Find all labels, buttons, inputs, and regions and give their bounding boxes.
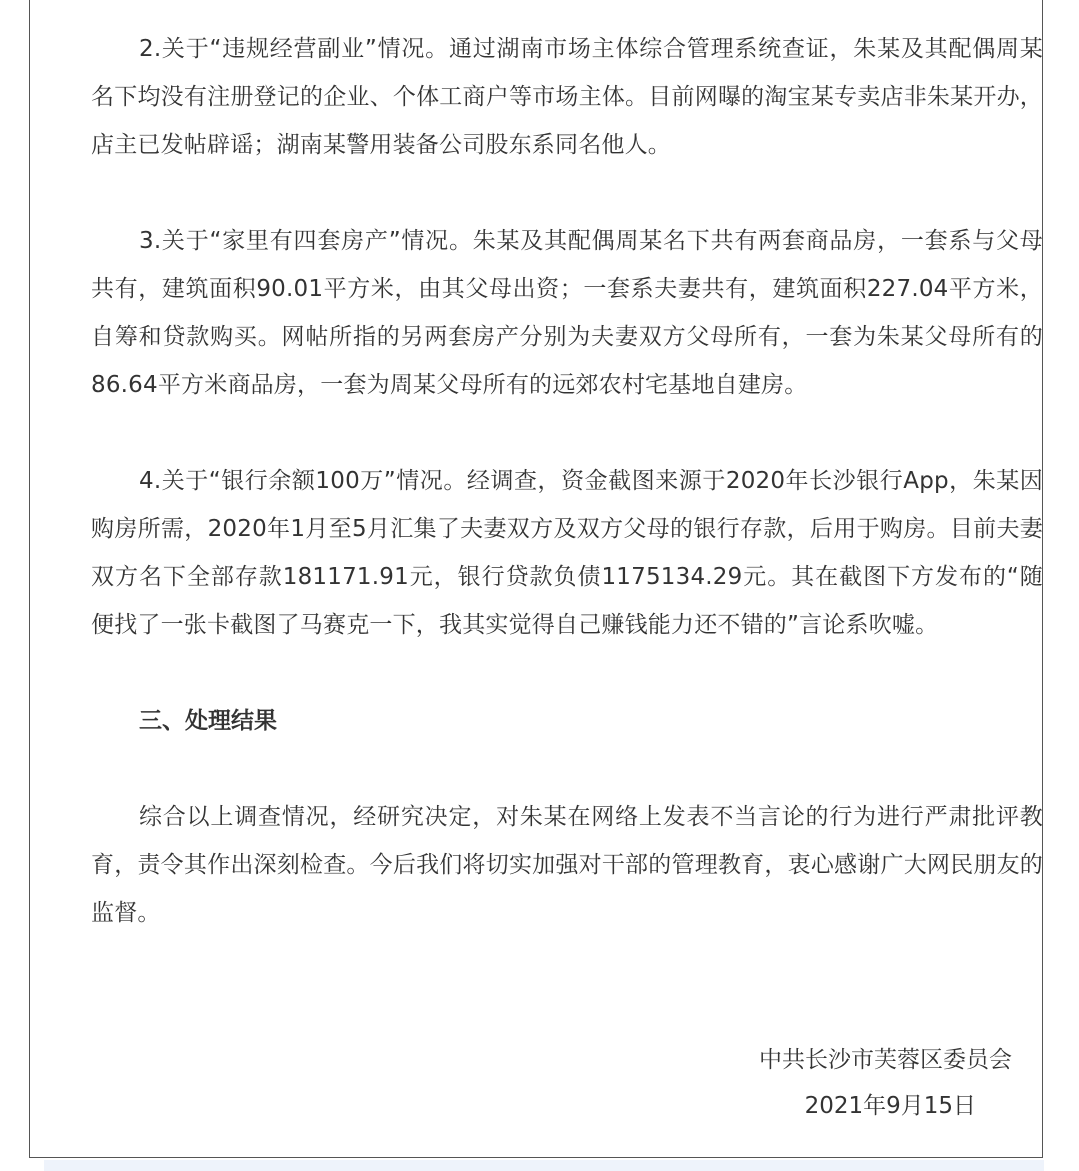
document-frame — [29, 0, 1043, 1158]
document-body — [91, 25, 1043, 937]
signature-organization: 中共长沙市芙蓉区委员会 — [759, 1047, 1012, 1073]
paragraph-conclusion: 综合以上调查情况，经研究决定，对朱某在网络上发表不当言论的行为进行严肃批评教育，责令其作出深刻检查。今后我们将切实加强对干部的管理教育，衷心感谢广大网民朋友的监督。 — [91, 804, 1043, 926]
signature-date: 2021年9月15日 — [804, 1093, 976, 1119]
bottom-strip — [44, 1160, 1044, 1171]
paragraph-side-business: 2.关于“违规经营副业”情况。通过湖南市场主体综合管理系统查证，朱某及其配偶周某名下均没有注册登记的企业、个体工商户等市场主体。目前网曝的淘宝某专卖店非朱某开办，店主已发帖辟谣；湖南某警用装备公司股东系同名他人。 — [91, 36, 1043, 158]
section-heading: 三、处理结果 — [139, 708, 277, 734]
signature-block — [759, 1037, 1012, 1129]
paragraph-properties: 3.关于“家里有四套房产”情况。朱某及其配偶周某名下共有两套商品房，一套系与父母共有，建筑面积90.01平方米，由其父母出资；一套系夫妻共有，建筑面积227.04平方米，自筹和贷款购买。网帖所指的另两套房产分别为夫妻双方父母所有，一套为朱某父母所有的86.64平方米商品房，一套为周某父母所有的远郊农村宅基地自建房。 — [91, 228, 1043, 398]
paragraph-bank-balance: 4.关于“银行余额100万”情况。经调查，资金截图来源于2020年长沙银行App，朱某因购房所需，2020年1月至5月汇集了夫妻双方及双方父母的银行存款，后用于购房。目前夫妻双方名下全部存款181171.91元，银行贷款负债1175134.29元。其在截图下方发布的“随便找了一张卡截图了马赛克一下，我其实觉得自己赚钱能力还不错的”言论系吹嘘。 — [91, 468, 1043, 638]
